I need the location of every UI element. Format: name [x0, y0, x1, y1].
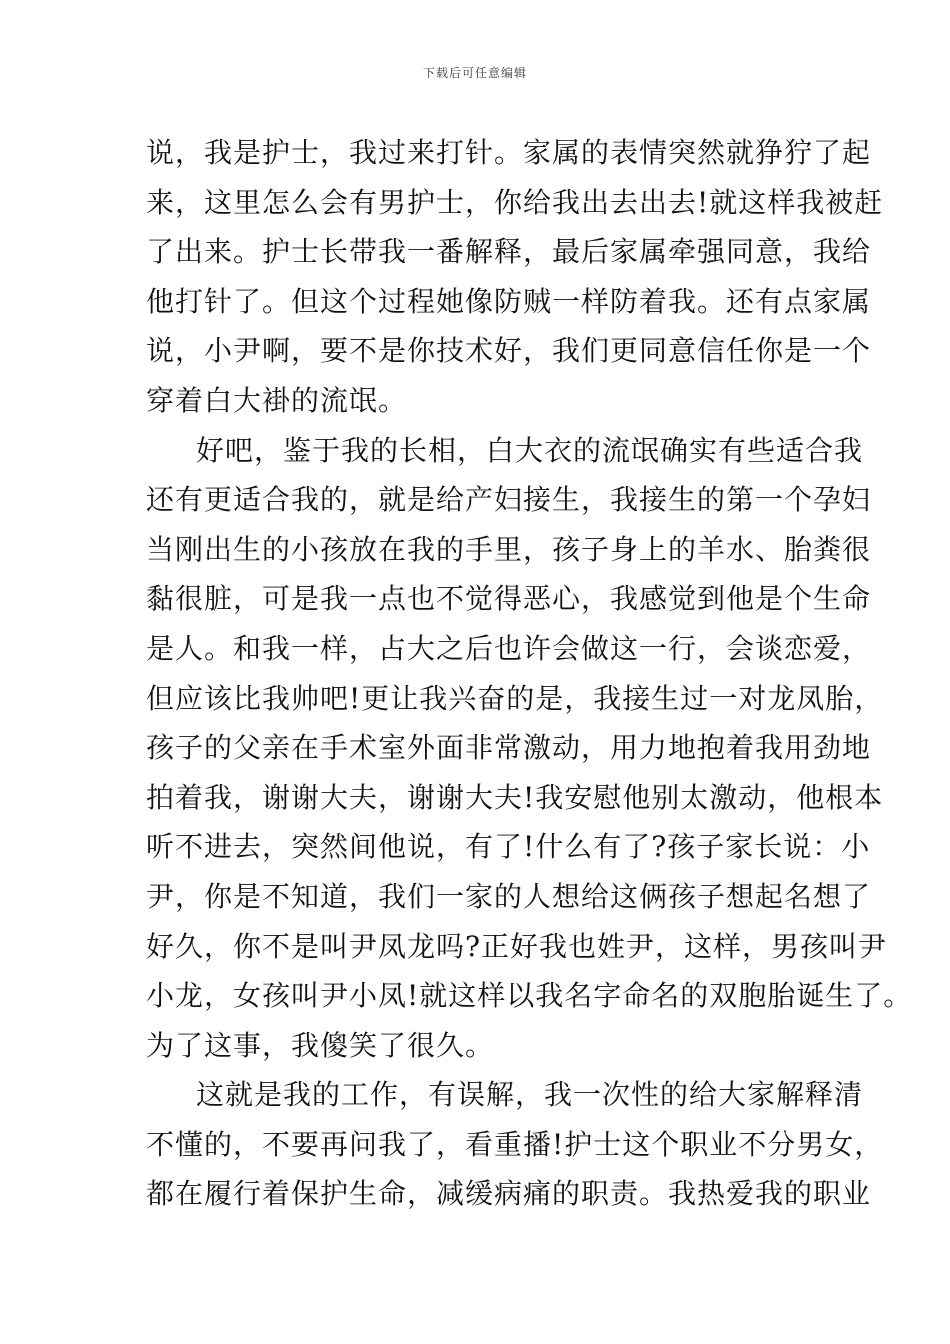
text-line: 穿着白大褂的流氓。	[146, 383, 408, 417]
paragraph-start-line: 好吧，鉴于我的长相，白大衣的流氓确实有些适合我	[196, 433, 864, 467]
text-line: 听不进去，突然间他说，有了!什么有了?孩子家长说：小	[146, 830, 871, 864]
text-line: 来，这里怎么会有男护士，你给我出去出去!就这样我被赶	[146, 185, 884, 219]
text-line: 都在履行着保护生命，减缓病痛的职责。我热爱我的职业	[146, 1177, 872, 1211]
paragraph-start-line: 这就是我的工作，有误解，我一次性的给大家解释清	[196, 1078, 864, 1112]
text-line: 黏很脏，可是我一点也不觉得恶心，我感觉到他是个生命	[146, 582, 872, 616]
text-line: 说，小尹啊，要不是你技术好，我们更同意信任你是一个	[146, 334, 872, 368]
text-line: 拍着我，谢谢大夫，谢谢大夫!我安慰他别太激动，他根本	[146, 780, 884, 814]
page-header-note: 下载后可任意编辑	[422, 66, 527, 80]
text-line: 小龙，女孩叫尹小凤!就这样以我名字命名的双胞胎诞生了。	[146, 979, 913, 1013]
text-line: 但应该比我帅吧!更让我兴奋的是，我接生过一对龙凤胎，	[146, 681, 884, 715]
text-line: 是人。和我一样，占大之后也许会做这一行，会谈恋爱，	[146, 631, 872, 665]
text-line: 还有更适合我的，就是给产妇接生，我接生的第一个孕妇	[146, 483, 872, 517]
text-line: 他打针了。但这个过程她像防贼一样防着我。还有点家属	[146, 284, 872, 318]
text-line: 不懂的，不要再问我了，看重播!护士这个职业不分男女，	[146, 1127, 884, 1161]
text-line: 了出来。护士长带我一番解释，最后家属牵强同意，我给	[146, 235, 872, 269]
text-line: 说，我是护士，我过来打针。家属的表情突然就狰狞了起	[146, 136, 872, 169]
text-line: 好久，你不是叫尹凤龙吗?正好我也姓尹，这样，男孩叫尹	[146, 929, 888, 963]
body-text	[146, 128, 913, 1219]
text-line: 尹，你是不知道，我们一家的人想给这俩孩子想起名想了	[146, 879, 872, 913]
text-line: 当刚出生的小孩放在我的手里，孩子身上的羊水、胎粪很	[146, 532, 872, 566]
text-line: 孩子的父亲在手术室外面非常激动，用力地抱着我用劲地	[146, 731, 872, 765]
text-line: 为了这事，我傻笑了很久。	[146, 1028, 495, 1062]
